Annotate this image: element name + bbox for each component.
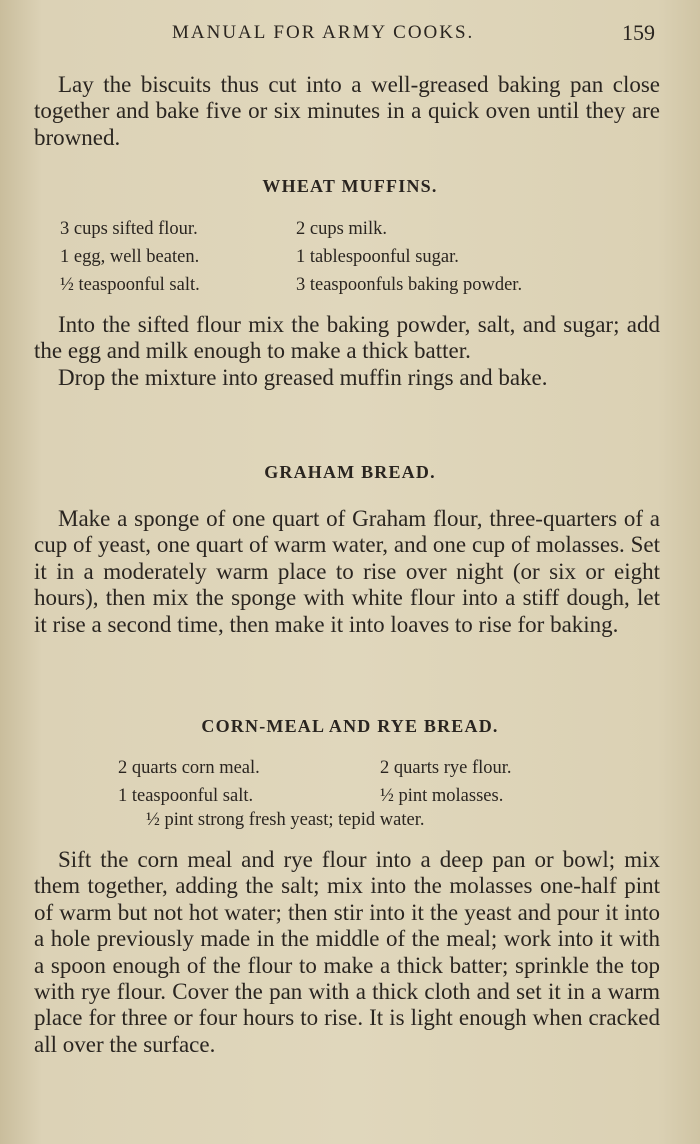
intro-section bbox=[34, 72, 660, 151]
corn-rye-ingredients-left bbox=[118, 754, 260, 810]
wheat-muffins-paragraph-1: Into the sifted flour mix the baking powder, salt, and sugar; add the egg and milk enough to make a thick batter. bbox=[34, 312, 660, 364]
page-header bbox=[0, 22, 700, 52]
graham-bread-title: GRAHAM BREAD. bbox=[264, 462, 436, 482]
ingredient-item: 3 teaspoonfuls baking powder. bbox=[296, 275, 523, 295]
corn-rye-ingredients-last: ½ pint strong fresh yeast; tepid water. bbox=[146, 810, 425, 830]
wheat-muffins-ingredients-left bbox=[60, 215, 200, 299]
page-number: 159 bbox=[622, 20, 655, 45]
ingredient-item: 2 quarts rye flour. bbox=[380, 758, 512, 778]
ingredient-item: 1 tablespoonful sugar. bbox=[296, 247, 459, 267]
ingredient-item: 2 quarts corn meal. bbox=[118, 758, 260, 778]
ingredient-item: 1 teaspoonful salt. bbox=[118, 786, 254, 806]
ingredient-item: ½ teaspoonful salt. bbox=[60, 275, 200, 295]
graham-bread-paragraph: Make a sponge of one quart of Graham flour, three-quarters of a cup of yeast, one quart of warm water, and one cup of molasses. Set it in a moderately warm place to rise over night (or six or eight hours), then mix the sponge with white flour into a stiff dough, let it rise a second time, then make it into loaves to rise for baking. bbox=[34, 506, 660, 637]
corn-rye-title: CORN-MEAL AND RYE BREAD. bbox=[201, 716, 499, 736]
wheat-muffins-ingredients-right bbox=[296, 215, 522, 299]
running-title: MANUAL FOR ARMY COOKS. bbox=[172, 22, 475, 43]
ingredient-item: 3 cups sifted flour. bbox=[60, 219, 198, 239]
wheat-muffins-paragraph-2: Drop the mixture into greased muffin rings and bake. bbox=[58, 364, 548, 390]
wheat-muffins-title: WHEAT MUFFINS. bbox=[262, 176, 438, 196]
ingredient-item: ½ pint molasses. bbox=[380, 786, 504, 806]
corn-rye-paragraph: Sift the corn meal and rye flour into a deep pan or bowl; mix them together, adding the salt; mix into the molasses one-half pint of warm but not hot water; then stir into it the yeast and pour it into a hole previously made in the middle of the meal; work into it with a spoon enough of the flour to make a thick batter; sprinkle the top with rye flour. Cover the pan with a thick cloth and set it in a warm place for three or four hours to rise. It is light enough when cracked all over the surface. bbox=[34, 847, 660, 1057]
ingredient-item: 2 cups milk. bbox=[296, 219, 387, 239]
wheat-muffins-directions bbox=[34, 312, 660, 391]
corn-rye-ingredients-right bbox=[380, 754, 512, 810]
corn-rye-directions bbox=[34, 847, 660, 1058]
ingredient-item: 1 egg, well beaten. bbox=[60, 247, 200, 267]
intro-paragraph: Lay the biscuits thus cut into a well-greased baking pan close together and bake five or six minutes in a quick oven until they are browned. bbox=[34, 72, 660, 150]
graham-bread-directions bbox=[34, 506, 660, 638]
